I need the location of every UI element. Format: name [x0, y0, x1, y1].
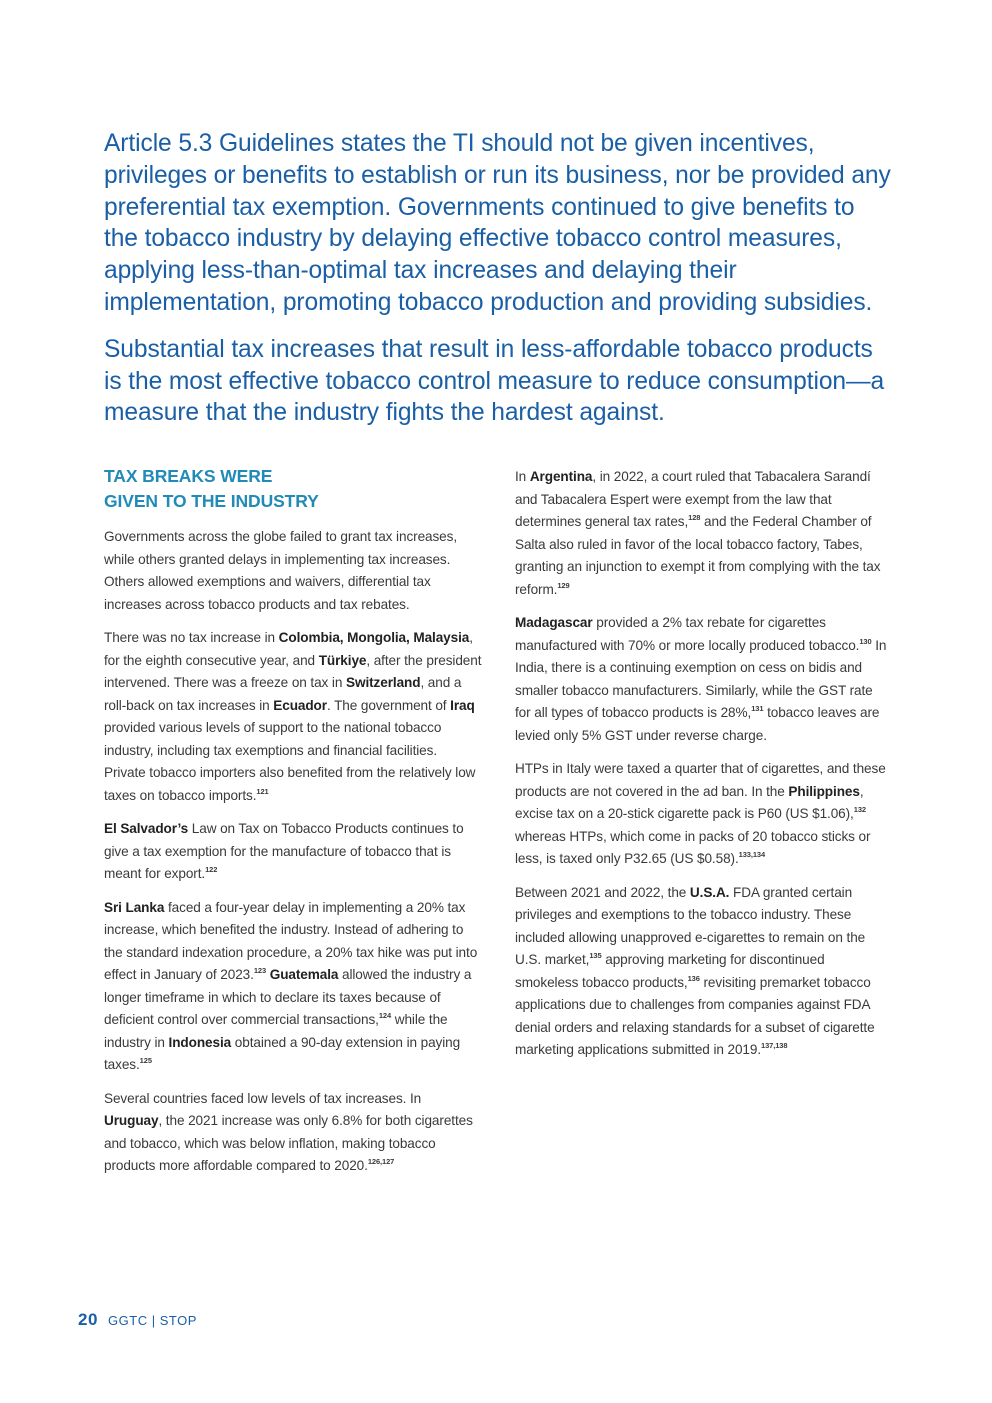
country-name: Argentina — [529, 469, 593, 484]
footnote-ref: 137,138 — [761, 1041, 788, 1050]
footnote-ref: 122 — [205, 865, 218, 874]
page-footer — [78, 1310, 197, 1330]
right-paragraph-1: In Argentina, in 2022, a court ruled that Tabacalera Sarandí and Tabacalera Espert were exempt from the law that determines general tax rates,$^{128}$ and the Federal Chamber of Salta also ruled in favor of the local tobacco factory, Tabes, granting an injunction to exempt it from complying with the tax reform.$^{129}$ — [515, 469, 881, 597]
country-name: Madagascar — [515, 615, 593, 630]
section-heading — [104, 464, 482, 514]
section-heading-line-1: TAX BREAKS WERE — [104, 466, 273, 486]
section-heading-line-2: GIVEN TO THE INDUSTRY — [104, 491, 319, 511]
footnote-ref: 121 — [256, 786, 269, 796]
footnote-ref: 124 — [378, 1011, 392, 1020]
footnote-ref: 128 — [688, 513, 701, 522]
left-paragraph-3: El Salvador’s Law on Tax on Tobacco Products continues to give a tax exemption for the manufacture of tobacco that is meant for export.$^{122}$ — [104, 821, 464, 881]
country-name: El Salvador’s — [104, 821, 189, 836]
right-column — [515, 466, 889, 1073]
footnote-ref: 126,127 — [367, 1157, 395, 1166]
right-paragraph-3: HTPs in Italy were taxed a quarter that of cigarettes, and these products are not covered in the ad ban. In the Philippines, excise tax on a 20-stick cigarette pack is P60 (US $1.06),$^{132}$ whereas HTPs, which come in packs of 20 tobacco sticks or less, is taxed only P32.65 (US $0.58).$^{133,134}$ — [515, 761, 886, 866]
intro-callout — [104, 128, 894, 444]
footnote-ref: 131 — [751, 704, 764, 713]
footnote-ref: 129 — [557, 580, 570, 590]
footer-org: GGTC — [108, 1313, 148, 1328]
footnote-ref: 123 — [253, 966, 267, 975]
right-paragraph-4: Between 2021 and 2022, the U.S.A. FDA granted certain privileges and exemptions to the tobacco industry. These included allowing unapproved e-cigarettes to remain on the U.S. market,$^{135}$ approving marketing for discontinued smokeless tobacco products,$^{136}$ revisiting premarket tobacco applications due to challenges from companies against FDA denial orders and relaxing standards for a subset of cigarette marketing applications submitted in 2019.$^{137,138}$ — [515, 884, 875, 1057]
left-paragraph-1: Governments across the globe failed to grant tax increases, while others granted delays in implementing tax increases. Others allowed exemptions and waivers, differential tax increases across tobacco products and tax rebates. — [104, 529, 458, 612]
country-name: Guatemala — [269, 967, 339, 982]
left-paragraph-5: Several countries faced low levels of tax increases. In Uruguay, the 2021 increase was only 6.8% for both cigarettes and tobacco, which was below inflation, making tobacco products more affordable compared to 2020.$^{126,127}$ — [104, 1090, 473, 1173]
country-name: Uruguay — [104, 1113, 159, 1128]
footnote-ref: 132 — [853, 805, 866, 814]
country-name: Indonesia — [168, 1034, 232, 1050]
right-paragraph-2: Madagascar provided a 2% tax rebate for cigarettes manufactured with 70% or more locally produced tobacco.$^{130}$ In India, there is a continuing exemption on cess on bidis and smaller tobacco manufacturers. Similarly, while the GST rate for all types of tobacco products is 28%,$^{131}$ tobacco leaves are levied only 5% GST under reverse charge. — [515, 615, 887, 743]
footnote-ref: 133,134 — [738, 850, 766, 859]
intro-paragraph-2: Substantial tax increases that result in less-affordable tobacco products is the most effective tobacco control measure to reduce consumption—a measure that the industry fights the hardest against. — [104, 335, 885, 427]
country-name: Switzerland — [346, 675, 421, 690]
left-paragraph-2: There was no tax increase in Colombia, Mongolia, Malaysia, for the eighth consecutive year, and Türkiye, after the president intervened. There was a freeze on tax in Switzerland, and a roll-back on tax increases in Ecuador. The government of Iraq provided various levels of support to the national tobacco industry, including tax exemptions and financial facilities. Private tobacco importers also benefited from the relatively low taxes on tobacco imports.$^{121}$ — [104, 630, 482, 803]
country-name: U.S.A. — [689, 884, 730, 900]
country-name: Türkiye — [318, 652, 367, 668]
footer-separator: | — [151, 1313, 156, 1328]
footer-label: STOP — [159, 1313, 197, 1328]
footnote-ref: 135 — [589, 951, 602, 960]
intro-paragraph-1: Article 5.3 Guidelines states the TI should not be given incentives, privileges or benefits to establish or run its business, nor be provided any preferential tax exemption. Governments continued to give benefits to the tobacco industry by delaying effective tobacco control measures, applying less-than-optimal tax increases and delaying their implementation, promoting tobacco production and providing subsidies. — [104, 130, 891, 316]
country-name: Philippines — [788, 783, 860, 799]
left-paragraph-4: Sri Lanka faced a four-year delay in implementing a 20% tax increase, which benefited the industry. Instead of adhering to the standard indexation procedure, a 20% tax hike was put into effect in January of 2023.$^{123}$ Guatemala allowed the industry a longer timeframe in which to declare its taxes because of deficient control over commercial transactions,$^{124}$ while the industry in Indonesia obtained a 90-day extension in paying taxes.$^{125}$ — [104, 899, 478, 1072]
country-name: Ecuador — [273, 697, 327, 713]
footnote-ref: 136 — [687, 973, 700, 983]
country-name: Sri Lanka — [104, 899, 165, 915]
footnote-ref: 130 — [859, 636, 872, 646]
country-name: Iraq — [450, 697, 475, 713]
left-column — [104, 464, 482, 1189]
footnote-ref: 125 — [139, 1056, 152, 1065]
country-name: Colombia, Mongolia, Malaysia — [278, 630, 470, 645]
page-number: 20 — [78, 1310, 98, 1329]
